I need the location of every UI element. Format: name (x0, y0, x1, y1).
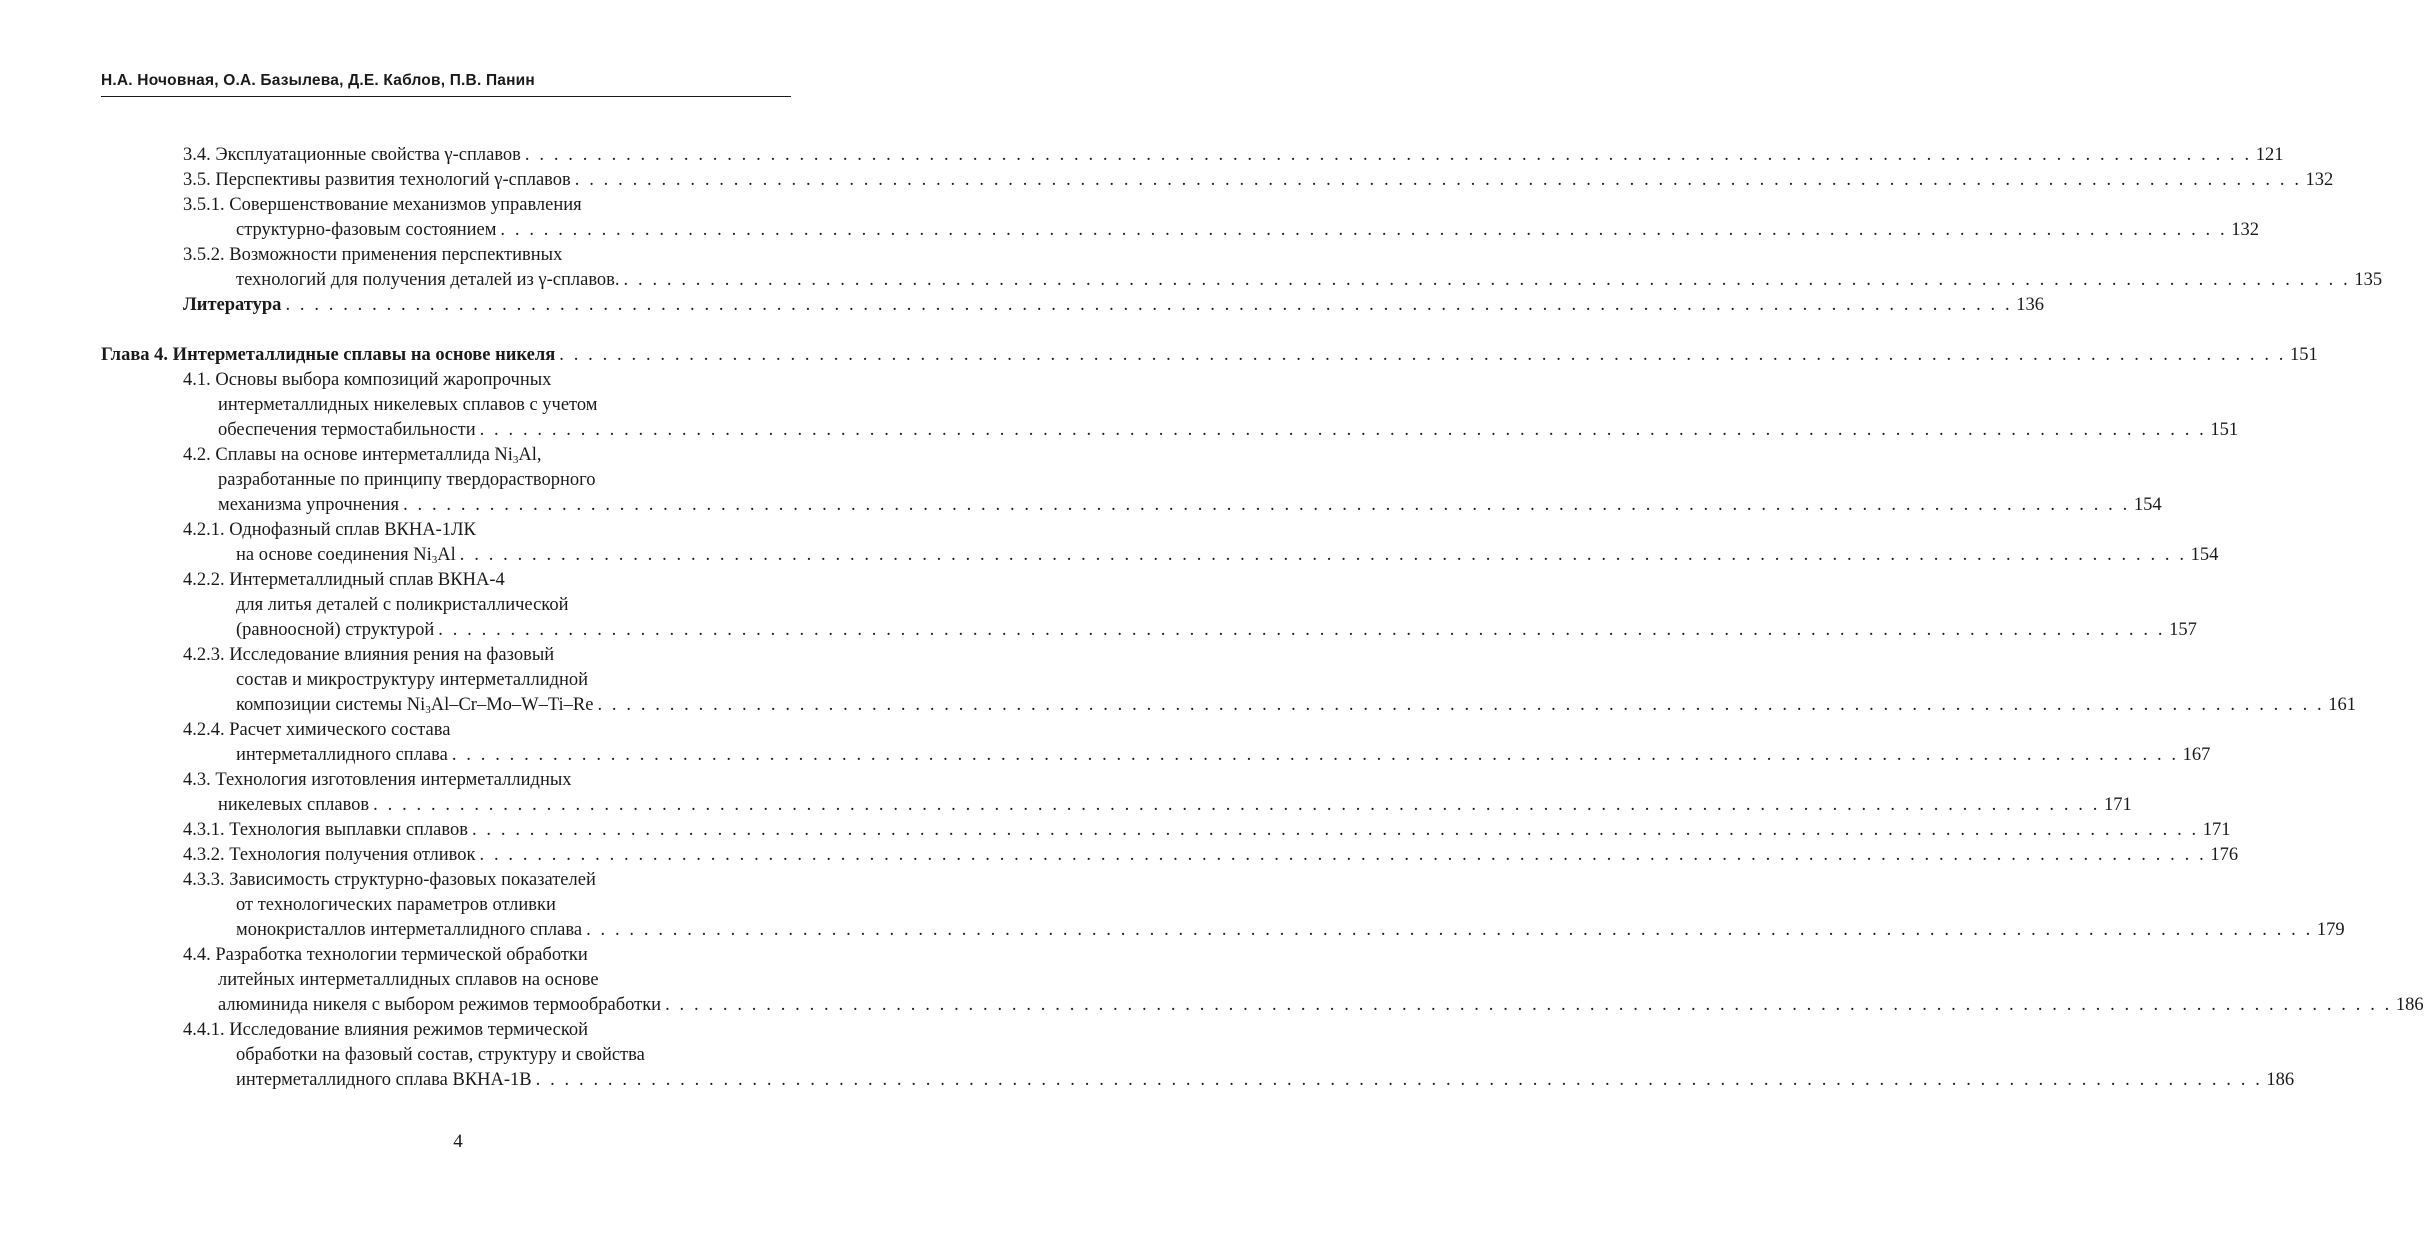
toc-page-number: 151 (2210, 420, 2239, 440)
toc-entry-title: монокристаллов интерметаллидного сплава (236, 920, 583, 940)
toc-entry (101, 293, 2044, 318)
toc-leader-dots: . . . . . . . . . . . . . . . . . . . . . . . . . . . . . . . . . . . . . . . . . . . . . . . . . . . . . . . . . . . . . . . . . . . . . . . . . . . . . . . . . . . . . . . . . . . . . . . . . . . . . . . . . . . . . . . . . . . . . . . . (373, 795, 2100, 815)
toc-entry-title: обработки на фазовый состав, структуру и свойства (236, 1045, 645, 1065)
toc-entry (101, 343, 2318, 368)
toc-leader-dots: . . . . . . . . . . . . . . . . . . . . . . . . . . . . . . . . . . . . . . . . . . . . . . . . . . . . . . . . . . . . . . . . . . . . . . . . . . . . . . . . . . . . . . . . . . . . . . . . . . . . . . . . . . . . . . . . . . . . . . . . (285, 295, 2013, 315)
toc-entry-continuation (101, 243, 791, 268)
toc-entry-title: для литья деталей с поликристаллической (236, 595, 569, 615)
toc-entry-title: 4.3.3. Зависимость структурно-фазовых показателей (183, 870, 596, 890)
toc-entry-title-part: Al (437, 545, 456, 565)
toc-leader-dots: . . . . . . . . . . . . . . . . . . . . . . . . . . . . . . . . . . . . . . . . . . . . . . . . . . . . . . . . . . . . . . . . . . . . . . . . . . . . . . . . . . . . . . . . . . . . . . . . . . . . . . . . . . . . . . . . . . . . . . . . (479, 420, 2207, 440)
toc-entry-title: 4.4.1. Исследование влияния режимов термической (183, 1020, 589, 1040)
toc-entry-continuation (101, 868, 791, 893)
toc-entry-title: 4.2.3. Исследование влияния рения на фазовый (183, 645, 555, 665)
toc-entry (101, 218, 2259, 243)
toc-entry (101, 493, 2162, 518)
toc-leader-dots: . . . . . . . . . . . . . . . . . . . . . . . . . . . . . . . . . . . . . . . . . . . . . . . . . . . . . . . . . . . . . . . . . . . . . . . . . . . . . . . . . . . . . . . . . . . . . . . . . . . . . . . . . . . . . . . . . . . . . . . . (597, 695, 2325, 715)
toc-entry-title: 4.2.2. Интерметаллидный сплав ВКНА-4 (183, 570, 505, 590)
toc-entry-continuation (101, 568, 791, 593)
toc-entry-title: литейных интерметаллидных сплавов на основе (218, 970, 599, 990)
toc-entry (101, 818, 2231, 843)
toc-page-number: 154 (2190, 545, 2219, 565)
toc-page-number: 179 (2316, 920, 2345, 940)
toc-entry (101, 793, 2132, 818)
toc-page-number: 121 (2255, 145, 2284, 165)
toc-entry-title: 4.2.1. Однофазный сплав ВКНА-1ЛК (183, 520, 476, 540)
toc-entry-title: Литература (183, 295, 282, 315)
toc-entry-title: технологий для получения деталей из γ-сплавов. (236, 270, 620, 290)
toc-entry (101, 268, 2383, 293)
toc-entry-subscript: 3 (512, 454, 519, 466)
toc-entry-title: интерметаллидного сплава (236, 745, 448, 765)
toc-page-number: 167 (2182, 745, 2211, 765)
table-of-contents (101, 143, 2424, 1093)
toc-entry-title: обеспечения термостабильности (218, 420, 476, 440)
toc-leader-dots: . . . . . . . . . . . . . . . . . . . . . . . . . . . . . . . . . . . . . . . . . . . . . . . . . . . . . . . . . . . . . . . . . . . . . . . . . . . . . . . . . . . . . . . . . . . . . . . . . . . . . . . . . . . . . . . . . . . . . . . . (524, 145, 2252, 165)
toc-entry (101, 993, 2424, 1018)
toc-entry (101, 543, 2219, 568)
toc-entry (101, 918, 2345, 943)
toc-leader-dots: . . . . . . . . . . . . . . . . . . . . . . . . . . . . . . . . . . . . . . . . . . . . . . . . . . . . . . . . . . . . . . . . . . . . . . . . . . . . . . . . . . . . . . . . . . . . . . . . . . . . . . . . . . . . . . . . . . . . . . . . (438, 620, 2166, 640)
toc-leader-dots: . . . . . . . . . . . . . . . . . . . . . . . . . . . . . . . . . . . . . . . . . . . . . . . . . . . . . . . . . . . . . . . . . . . . . . . . . . . . . . . . . . . . . . . . . . . . . . . . . . . . . . . . . . . . . . . . . . . . . . . . (535, 1070, 2263, 1090)
toc-entry-title: 3.5.2. Возможности применения перспективных (183, 245, 563, 265)
toc-entry-title: Глава 4. Интерметаллидные сплавы на основе никеля (101, 345, 556, 365)
toc-entry-continuation (101, 1043, 791, 1068)
toc-entry-continuation (101, 443, 791, 468)
toc-entry-title (236, 693, 593, 718)
toc-entry-continuation (101, 668, 791, 693)
toc-entry-title: (равноосной) структурой (236, 620, 435, 640)
toc-entry-title (183, 443, 542, 468)
toc-page-number: 176 (2210, 845, 2239, 865)
toc-leader-dots: . . . . . . . . . . . . . . . . . . . . . . . . . . . . . . . . . . . . . . . . . . . . . . . . . . . . . . . . . . . . . . . . . . . . . . . . . . . . . . . . . . . . . . . . . . . . . . . . . . . . . . . . . . . . . . . . . . . . . . . . (623, 270, 2351, 290)
toc-entry-continuation (101, 968, 791, 993)
toc-leader-dots: . . . . . . . . . . . . . . . . . . . . . . . . . . . . . . . . . . . . . . . . . . . . . . . . . . . . . . . . . . . . . . . . . . . . . . . . . . . . . . . . . . . . . . . . . . . . . . . . . . . . . . . . . . . . . . . . . . . . . . . . (665, 995, 2392, 1015)
toc-entry-title: от технологических параметров отливки (236, 895, 556, 915)
toc-entry-title: 3.5. Перспективы развития технологий γ-сплавов (183, 170, 571, 190)
toc-leader-dots: . . . . . . . . . . . . . . . . . . . . . . . . . . . . . . . . . . . . . . . . . . . . . . . . . . . . . . . . . . . . . . . . . . . . . . . . . . . . . . . . . . . . . . . . . . . . . . . . . . . . . . . . . . . . . . . . . . . . . . . . (471, 820, 2199, 840)
toc-page-number: 186 (2395, 995, 2424, 1015)
toc-entry-title: алюминида никеля с выбором режимов термообработки (218, 995, 662, 1015)
toc-entry-continuation (101, 468, 791, 493)
toc-entry-title-part: композиции системы Ni (236, 695, 426, 715)
running-header: Н.А. Ночовная, О.А. Базылева, Д.Е. Каблов, П.В. Панин (101, 72, 535, 89)
toc-entry-title: механизма упрочнения (218, 495, 400, 515)
toc-entry-subscript: 3 (431, 554, 438, 566)
toc-entry-title: 3.5.1. Совершенствование механизмов управления (183, 195, 582, 215)
toc-entry-title: 4.3.2. Технология получения отливок (183, 845, 476, 865)
toc-page-number: 132 (2231, 220, 2259, 240)
toc-entry (101, 843, 2239, 868)
toc-entry-continuation (101, 943, 791, 968)
toc-leader-dots: . . . . . . . . . . . . . . . . . . . . . . . . . . . . . . . . . . . . . . . . . . . . . . . . . . . . . . . . . . . . . . . . . . . . . . . . . . . . . . . . . . . . . . . . . . . . . . . . . . . . . . . . . . . . . . . . . . . . . . . . (559, 345, 2287, 365)
toc-leader-dots: . . . . . . . . . . . . . . . . . . . . . . . . . . . . . . . . . . . . . . . . . . . . . . . . . . . . . . . . . . . . . . . . . . . . . . . . . . . . . . . . . . . . . . . . . . . . . . . . . . . . . . . . . . . . . . . . . . . . . . . . (500, 220, 2228, 240)
toc-page-number: 171 (2103, 795, 2132, 815)
toc-entry-continuation (101, 1018, 791, 1043)
header-rule (101, 96, 791, 97)
toc-entry (101, 693, 2357, 718)
toc-leader-dots: . . . . . . . . . . . . . . . . . . . . . . . . . . . . . . . . . . . . . . . . . . . . . . . . . . . . . . . . . . . . . . . . . . . . . . . . . . . . . . . . . . . . . . . . . . . . . . . . . . . . . . . . . . . . . . . . . . . . . . . . (479, 845, 2207, 865)
toc-entry-title: никелевых сплавов (218, 795, 370, 815)
toc-entry-continuation (101, 368, 791, 393)
toc-entry-continuation (101, 643, 791, 668)
toc-entry-continuation (101, 193, 791, 218)
toc-page-number: 154 (2133, 495, 2162, 515)
toc-page-number: 186 (2266, 1070, 2295, 1090)
toc-entry-title-part: на основе соединения Ni (236, 545, 432, 565)
toc-page-number: 157 (2169, 620, 2197, 640)
toc-entry-title-part: Al, (518, 445, 542, 465)
toc-entry-title: интерметаллидного сплава ВКНА-1В (236, 1070, 532, 1090)
toc-entry-continuation (101, 393, 791, 418)
toc-entry (101, 168, 2334, 193)
toc-entry (101, 143, 2284, 168)
toc-entry-title-part: 4.2. Сплавы на основе интерметаллида Ni (183, 445, 513, 465)
toc-entry-title: 4.2.4. Расчет химического состава (183, 720, 451, 740)
toc-entry (101, 618, 2197, 643)
toc-page-number: 161 (2328, 695, 2357, 715)
toc-entry-title (236, 543, 456, 568)
toc-entry-title: 3.4. Эксплуатационные свойства γ-сплавов (183, 145, 521, 165)
toc-entry-continuation (101, 518, 791, 543)
toc-entry-title: структурно-фазовым состоянием (236, 220, 497, 240)
toc-page-number: 171 (2202, 820, 2231, 840)
toc-entry-title: состав и микроструктуру интерметаллидной (236, 670, 589, 690)
toc-entry-continuation (101, 718, 791, 743)
toc-entry-title: 4.3. Технология изготовления интерметаллидных (183, 770, 572, 790)
toc-entry (101, 418, 2239, 443)
toc-page-number: 132 (2305, 170, 2334, 190)
toc-page-number: 136 (2016, 295, 2044, 315)
toc-entry-title: 4.1. Основы выбора композиций жаропрочных (183, 370, 552, 390)
toc-leader-dots: . . . . . . . . . . . . . . . . . . . . . . . . . . . . . . . . . . . . . . . . . . . . . . . . . . . . . . . . . . . . . . . . . . . . . . . . . . . . . . . . . . . . . . . . . . . . . . . . . . . . . . . . . . . . . . . . . . . . . . . . (451, 745, 2179, 765)
toc-page-number: 151 (2290, 345, 2318, 365)
toc-page-number: 135 (2354, 270, 2383, 290)
page-number: 4 (453, 1131, 463, 1152)
toc-entry (101, 1068, 2295, 1093)
toc-entry-title: разработанные по принципу твердорастворного (218, 470, 596, 490)
toc-entry-continuation (101, 768, 791, 793)
toc-entry-subscript: 3 (425, 704, 431, 716)
toc-entry-title: 4.4. Разработка технологии термической обработки (183, 945, 588, 965)
toc-leader-dots: . . . . . . . . . . . . . . . . . . . . . . . . . . . . . . . . . . . . . . . . . . . . . . . . . . . . . . . . . . . . . . . . . . . . . . . . . . . . . . . . . . . . . . . . . . . . . . . . . . . . . . . . . . . . . . . . . . . . . . . . (403, 495, 2130, 515)
toc-leader-dots: . . . . . . . . . . . . . . . . . . . . . . . . . . . . . . . . . . . . . . . . . . . . . . . . . . . . . . . . . . . . . . . . . . . . . . . . . . . . . . . . . . . . . . . . . . . . . . . . . . . . . . . . . . . . . . . . . . . . . . . . (586, 920, 2313, 940)
toc-entry (101, 743, 2211, 768)
toc-entry-title: интерметаллидных никелевых сплавов с учетом (218, 395, 598, 415)
toc-entry-continuation (101, 893, 791, 918)
toc-leader-dots: . . . . . . . . . . . . . . . . . . . . . . . . . . . . . . . . . . . . . . . . . . . . . . . . . . . . . . . . . . . . . . . . . . . . . . . . . . . . . . . . . . . . . . . . . . . . . . . . . . . . . . . . . . . . . . . . . . . . . . . . (574, 170, 2302, 190)
toc-entry-title-part: Al–Cr–Mo–W–Ti–Re (430, 695, 594, 715)
toc-entry-continuation (101, 593, 791, 618)
toc-entry-title: 4.3.1. Технология выплавки сплавов (183, 820, 468, 840)
toc-leader-dots: . . . . . . . . . . . . . . . . . . . . . . . . . . . . . . . . . . . . . . . . . . . . . . . . . . . . . . . . . . . . . . . . . . . . . . . . . . . . . . . . . . . . . . . . . . . . . . . . . . . . . . . . . . . . . . . . . . . . . . . . (459, 545, 2187, 565)
